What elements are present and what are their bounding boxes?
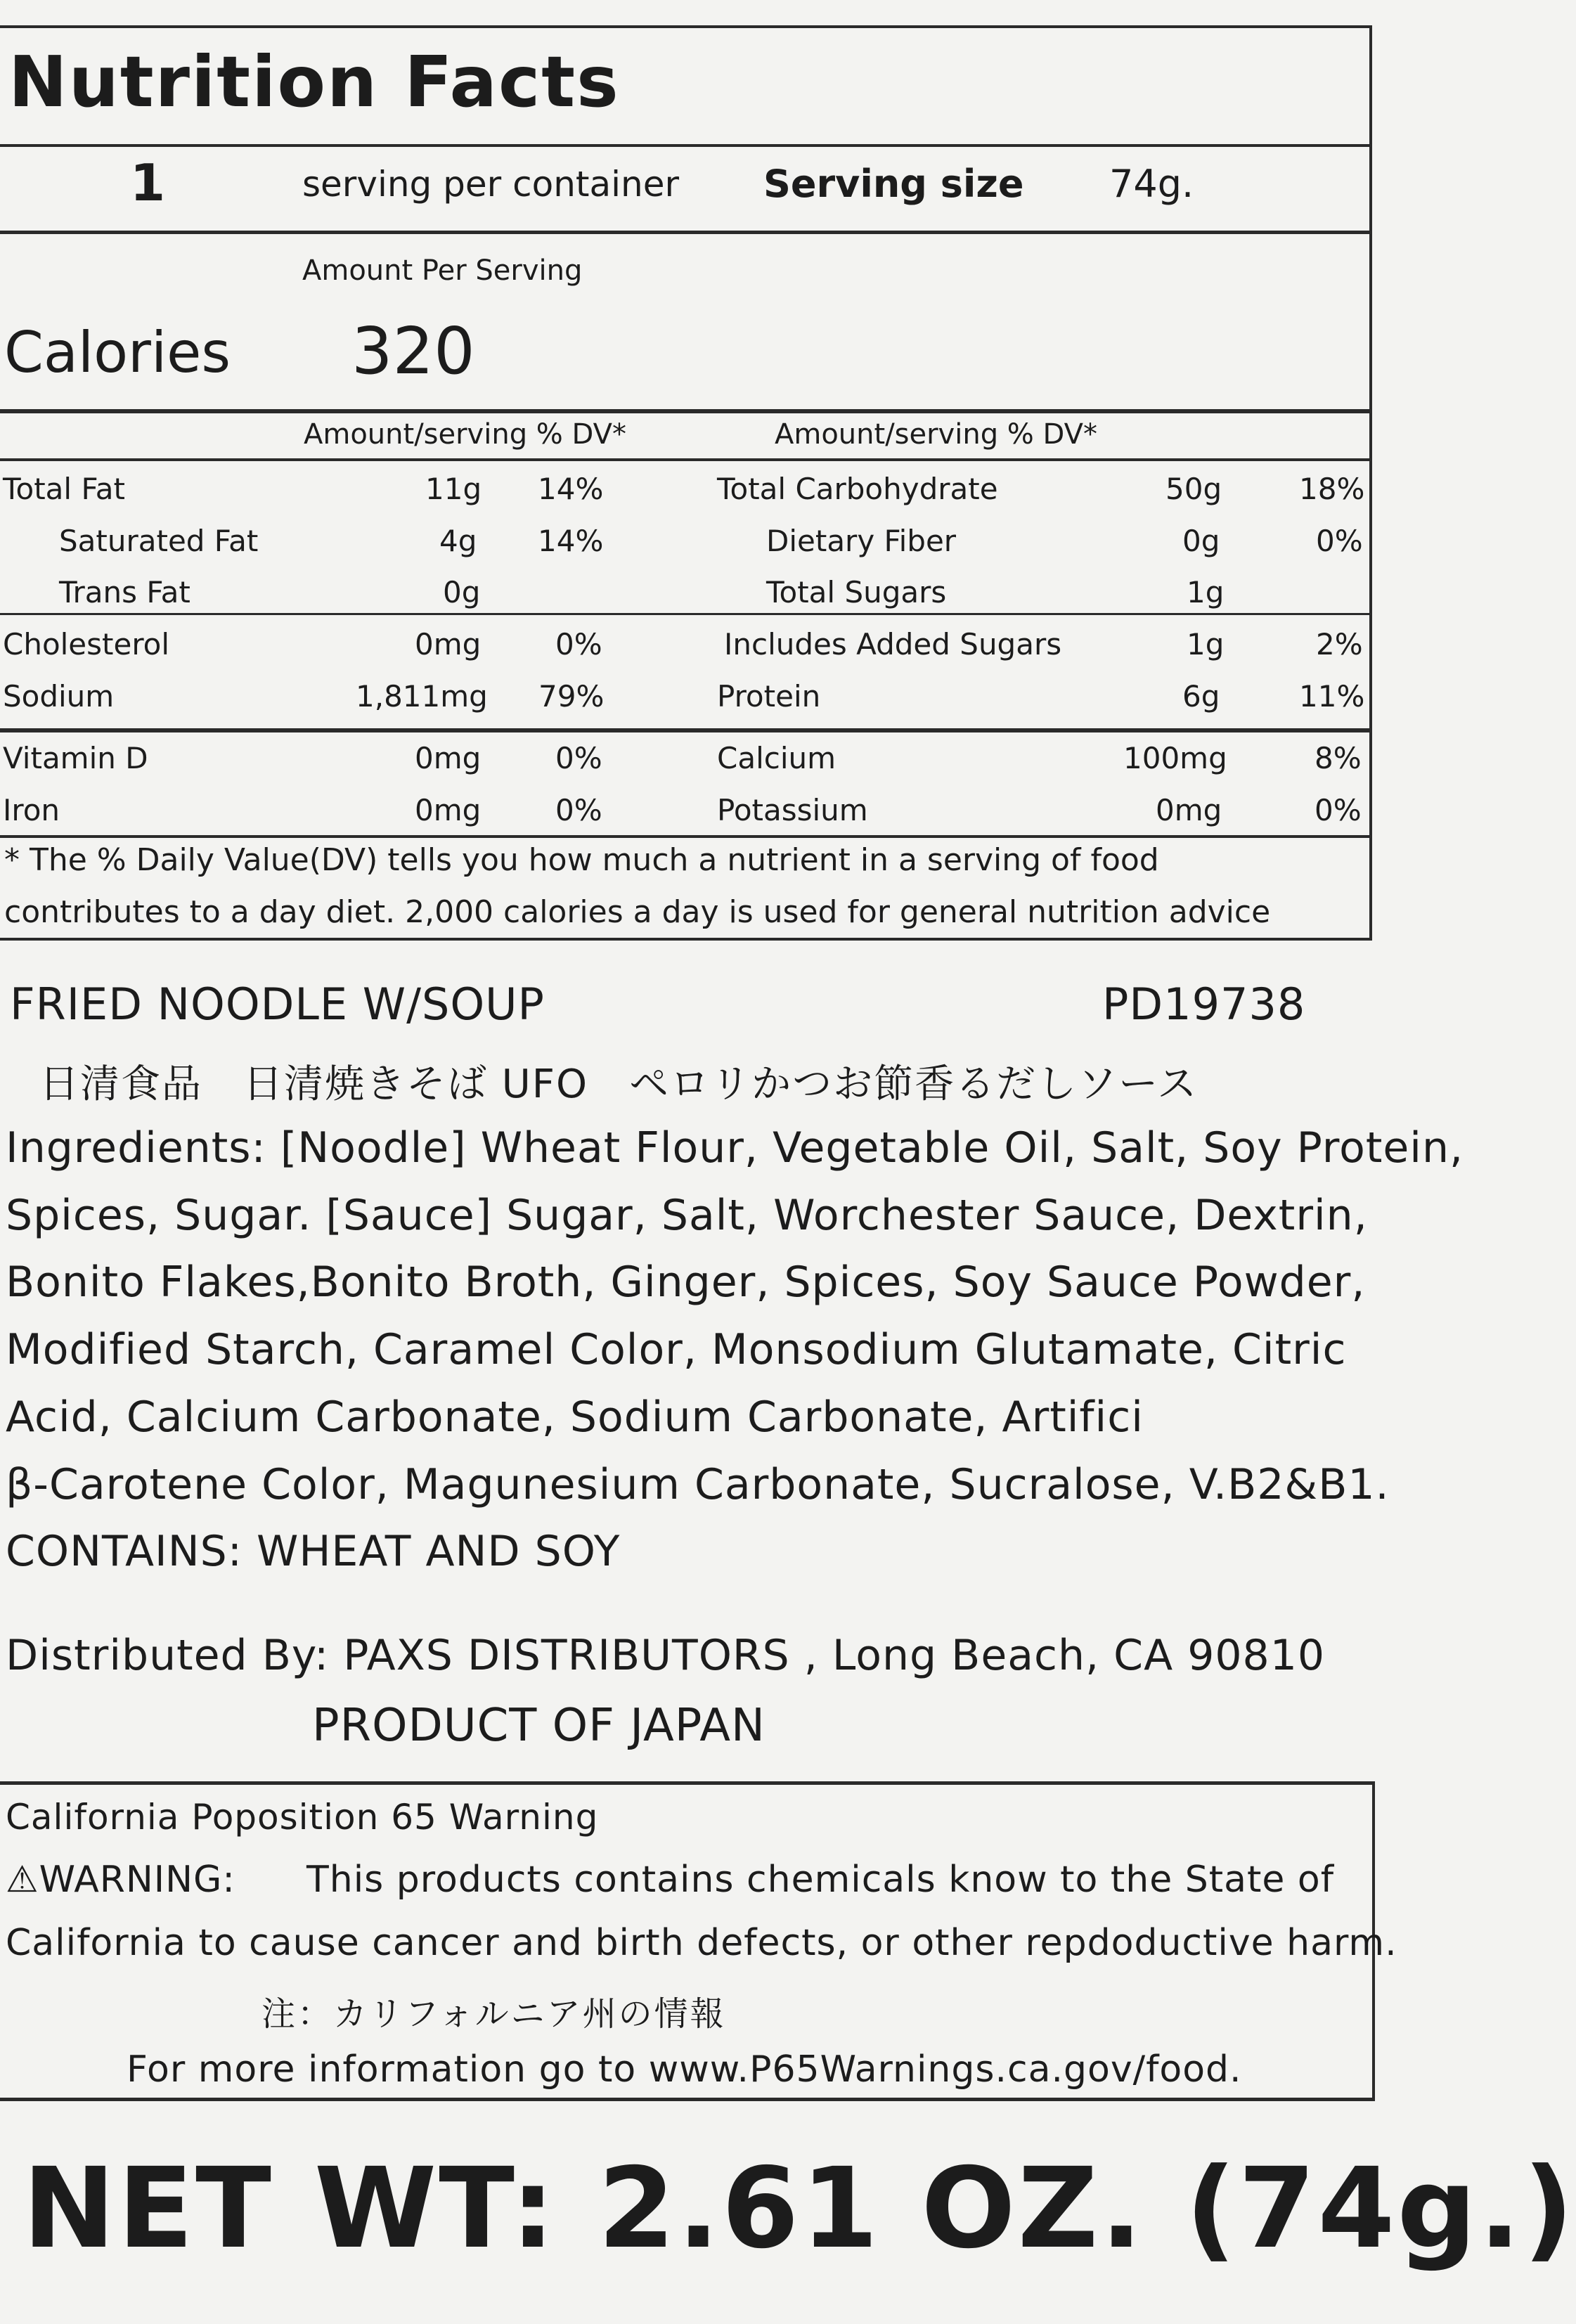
- warning-japanese-note: 注：カリフォルニア州の情報: [261, 1994, 726, 2034]
- nutrient-amount: 11g: [425, 472, 482, 506]
- nutrient-amount: 1g: [1187, 627, 1225, 661]
- nutrient-amount: 6g: [1182, 679, 1220, 714]
- ingredients-line: Bonito Flakes,Bonito Broth, Ginger, Spices, Soy Sauce Powder,: [6, 1258, 1366, 1307]
- nutrient-amount: 0mg: [415, 793, 482, 827]
- nutrient-amount: 0g: [1182, 524, 1220, 558]
- warning-text-line1: This products contains chemicals know to the State of: [306, 1859, 1335, 1901]
- nutrient-name: Iron: [3, 793, 60, 827]
- divider: [0, 613, 1372, 615]
- nutrient-dv: 11%: [1299, 679, 1365, 714]
- product-name: FRIED NOODLE W/SOUP: [10, 979, 545, 1030]
- nutrient-dv: 0%: [555, 741, 602, 775]
- divider: [0, 2098, 1375, 2101]
- divider: [0, 409, 1372, 413]
- ingredients-line: Spices, Sugar. [Sauce] Sugar, Salt, Worchester Sauce, Dextrin,: [6, 1191, 1368, 1240]
- serving-size-label: Serving size: [763, 162, 1024, 206]
- nutrient-dv: 14%: [538, 472, 604, 506]
- nutrient-name: Cholesterol: [3, 627, 170, 661]
- nutrient-name: Calcium: [717, 741, 837, 775]
- nutrient-amount: 0mg: [415, 741, 482, 775]
- warning-label: ⚠WARNING:: [6, 1859, 235, 1901]
- nutrient-dv: 0%: [555, 627, 602, 661]
- allergen-statement: CONTAINS: WHEAT AND SOY: [6, 1527, 621, 1576]
- daily-value-footnote-line1: * The % Daily Value(DV) tells you how much a nutrient in a serving of food: [4, 842, 1159, 878]
- nutrient-dv: 2%: [1316, 627, 1363, 661]
- nutrient-dv: 79%: [538, 679, 605, 714]
- net-weight: NET WT: 2.61 OZ. (74g.): [22, 2144, 1576, 2273]
- warning-heading: California Poposition 65 Warning: [6, 1797, 599, 1838]
- servings-per-container-count: 1: [130, 153, 166, 212]
- divider: [0, 458, 1372, 461]
- divider: [0, 1781, 1375, 1785]
- nutrient-name: Includes Added Sugars: [724, 627, 1062, 661]
- nutrient-name: Total Carbohydrate: [717, 472, 998, 506]
- nutrient-name: Protein: [717, 679, 821, 714]
- divider: [0, 835, 1372, 838]
- nutrient-amount: 0mg: [1156, 793, 1222, 827]
- nutrient-name: Total Fat: [3, 472, 125, 506]
- nutrient-dv: 18%: [1299, 472, 1365, 506]
- nutrient-dv: 8%: [1315, 741, 1362, 775]
- divider: [0, 25, 1372, 28]
- daily-value-footnote-line2: contributes to a day diet. 2,000 calories a day is used for general nutrition advice: [4, 894, 1271, 930]
- nutrient-amount: 4g: [439, 524, 477, 558]
- divider: [0, 938, 1372, 941]
- warning-more-info: For more information go to www.P65Warnings.ca.gov/food.: [127, 2048, 1242, 2091]
- nutrition-facts-title: Nutrition Facts: [8, 41, 620, 123]
- warning-text-line2: California to cause cancer and birth defects, or other repdoductive harm.: [6, 1922, 1397, 1964]
- calories-label: Calories: [4, 320, 231, 385]
- ingredients-line: Acid, Calcium Carbonate, Sodium Carbonate, Artifici: [6, 1393, 1144, 1442]
- ingredients-line: Modified Starch, Caramel Color, Monsodium Glutamate, Citric: [6, 1325, 1347, 1374]
- product-code: PD19738: [1102, 979, 1306, 1030]
- column-header-left: Amount/serving % DV*: [304, 418, 626, 451]
- serving-size-value: 74g.: [1109, 162, 1194, 206]
- calories-value: 320: [351, 314, 475, 389]
- column-header-right: Amount/serving % DV*: [775, 418, 1097, 451]
- nutrient-name: Dietary Fiber: [766, 524, 957, 558]
- nutrient-name: Sodium: [3, 679, 115, 714]
- nutrient-name: Vitamin D: [3, 741, 148, 775]
- ingredients-line: β-Carotene Color, Magunesium Carbonate, Sucralose, V.B2&B1.: [6, 1460, 1390, 1509]
- nutrient-dv: 0%: [1315, 793, 1362, 827]
- nutrient-dv: 0%: [1316, 524, 1363, 558]
- divider: [1369, 25, 1372, 941]
- divider: [0, 231, 1372, 234]
- nutrient-amount: 50g: [1165, 472, 1222, 506]
- nutrient-amount: 100mg: [1123, 741, 1227, 775]
- nutrient-name: Total Sugars: [766, 575, 947, 609]
- country-of-origin: PRODUCT OF JAPAN: [312, 1700, 766, 1752]
- japanese-product-name: 日清食品 日清焼きそば UFO ペロリかつお節香るだしソース: [39, 1061, 1199, 1107]
- distributor-info: Distributed By: PAXS DISTRIBUTORS , Long Beach, CA 90810: [6, 1631, 1326, 1680]
- nutrient-amount: 0g: [443, 575, 481, 609]
- nutrient-name: Saturated Fat: [59, 524, 259, 558]
- nutrient-name: Trans Fat: [59, 575, 190, 609]
- nutrient-amount: 0mg: [415, 627, 482, 661]
- nutrient-name: Potassium: [717, 793, 868, 827]
- servings-per-container-label: serving per container: [302, 164, 680, 205]
- nutrient-amount: 1,811mg: [356, 679, 488, 714]
- divider: [0, 728, 1372, 732]
- divider: [0, 144, 1372, 147]
- nutrient-dv: 0%: [555, 793, 602, 827]
- nutrient-dv: 14%: [538, 524, 604, 558]
- ingredients-line: Ingredients: [Noodle] Wheat Flour, Vegetable Oil, Salt, Soy Protein,: [6, 1123, 1464, 1173]
- nutrient-amount: 1g: [1187, 575, 1225, 609]
- amount-per-serving-label: Amount Per Serving: [302, 254, 583, 287]
